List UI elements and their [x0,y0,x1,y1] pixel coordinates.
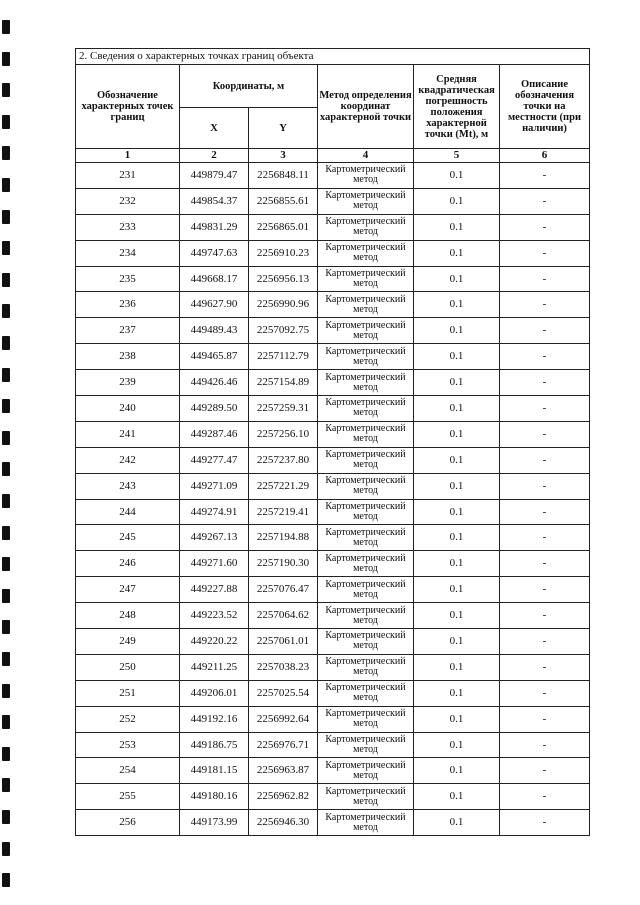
binder-hole [2,589,10,603]
x-coordinate-cell: 449426.46 [180,370,249,396]
error-cell: 0.1 [414,396,500,422]
description-cell: - [500,396,590,422]
header-error: Средняя квадратическая погрешность положения характерной точки (Mt), м [414,65,500,149]
method-cell [318,499,414,525]
binder-hole [2,462,10,476]
method-line-1: Картометрический [325,552,406,564]
method-line-1: Картометрический [325,656,406,668]
method-line-1: Картометрический [325,242,406,254]
error-cell: 0.1 [414,344,500,370]
binder-hole [2,210,10,224]
description-cell: - [500,629,590,655]
binder-hole [2,747,10,761]
method-cell [318,525,414,551]
point-id-cell: 240 [76,396,180,422]
method-line-2: метод [353,278,378,289]
error-cell: 0.1 [414,577,500,603]
method-line-1: Картометрический [325,319,406,331]
method-line-1: Картометрический [325,449,406,461]
description-cell: - [500,732,590,758]
x-coordinate-cell: 449227.88 [180,577,249,603]
binder-hole [2,273,10,287]
error-cell: 0.1 [414,784,500,810]
table-row [76,551,590,577]
y-coordinate-cell: 2257112.79 [249,344,318,370]
point-id-cell: 252 [76,706,180,732]
description-cell: - [500,240,590,266]
error-cell: 0.1 [414,525,500,551]
description-cell: - [500,163,590,189]
point-id-cell: 250 [76,654,180,680]
y-coordinate-cell: 2256956.13 [249,266,318,292]
method-line-2: метод [353,459,378,471]
header-coordinates: Координаты, м [180,65,318,108]
y-coordinate-cell: 2256990.96 [249,292,318,318]
method-line-2: метод [353,666,378,678]
point-id-cell: 232 [76,188,180,214]
point-id-cell: 255 [76,784,180,810]
method-line-1: Картометрический [325,190,406,202]
table-row [76,214,590,240]
y-coordinate-cell: 2257256.10 [249,421,318,447]
description-cell: - [500,370,590,396]
point-id-cell: 254 [76,758,180,784]
x-coordinate-cell: 449274.91 [180,499,249,525]
method-cell [318,784,414,810]
column-number: 2 [180,149,249,163]
description-cell: - [500,499,590,525]
method-line-2: метод [353,562,378,574]
method-line-1: Картометрический [325,526,406,538]
method-cell [318,551,414,577]
method-line-2: метод [353,329,378,341]
binder-hole [2,684,10,698]
table-row [76,499,590,525]
table-row [76,706,590,732]
point-id-cell: 236 [76,292,180,318]
point-id-cell: 242 [76,447,180,473]
description-cell: - [500,344,590,370]
table-row [76,396,590,422]
description-cell: - [500,266,590,292]
binder-hole [2,431,10,445]
method-line-2: метод [353,511,378,523]
table-row [76,266,590,292]
y-coordinate-cell: 2257237.80 [249,447,318,473]
binder-holes [0,0,14,905]
binder-hole [2,20,10,34]
description-cell: - [500,318,590,344]
y-coordinate-cell: 2257076.47 [249,577,318,603]
point-id-cell: 251 [76,680,180,706]
point-id-cell: 245 [76,525,180,551]
binder-hole [2,620,10,634]
header-method: Метод определения координат характерной точки [318,65,414,149]
method-line-1: Картометрический [325,604,406,616]
point-id-cell: 256 [76,810,180,836]
table-row [76,370,590,396]
point-id-cell: 244 [76,499,180,525]
method-line-2: метод [353,200,378,212]
table-row [76,810,590,836]
description-cell: - [500,421,590,447]
error-cell: 0.1 [414,214,500,240]
description-cell: - [500,525,590,551]
x-coordinate-cell: 449277.47 [180,447,249,473]
method-line-2: метод [353,252,378,264]
method-line-2: метод [353,769,378,781]
method-line-1: Картометрический [325,811,406,823]
y-coordinate-cell: 2256946.30 [249,810,318,836]
description-cell: - [500,680,590,706]
method-line-2: метод [353,795,378,807]
error-cell: 0.1 [414,421,500,447]
column-number: 5 [414,149,500,163]
method-cell [318,344,414,370]
x-coordinate-cell: 449173.99 [180,810,249,836]
binder-hole [2,241,10,255]
point-id-cell: 231 [76,163,180,189]
error-cell: 0.1 [414,240,500,266]
method-line-1: Картометрический [325,759,406,771]
binder-hole [2,368,10,382]
description-cell: - [500,473,590,499]
table-row [76,344,590,370]
header-x: X [180,108,249,149]
point-id-cell: 248 [76,603,180,629]
description-cell: - [500,654,590,680]
point-id-cell: 233 [76,214,180,240]
table-row [76,525,590,551]
method-cell [318,318,414,344]
method-line-1: Картометрический [325,578,406,590]
binder-hole [2,494,10,508]
x-coordinate-cell: 449267.13 [180,525,249,551]
binder-hole [2,52,10,66]
method-cell [318,292,414,318]
description-cell: - [500,810,590,836]
binder-hole [2,146,10,160]
error-cell: 0.1 [414,370,500,396]
description-cell: - [500,214,590,240]
method-line-2: метод [353,692,378,704]
binder-hole [2,715,10,729]
table-row [76,292,590,318]
method-line-1: Картометрический [325,423,406,435]
point-id-cell: 238 [76,344,180,370]
method-line-1: Картометрический [325,345,406,357]
method-cell [318,214,414,240]
x-coordinate-cell: 449747.63 [180,240,249,266]
method-cell [318,810,414,836]
y-coordinate-cell: 2257190.30 [249,551,318,577]
y-coordinate-cell: 2256963.87 [249,758,318,784]
table-title: 2. Сведения о характерных точках границ объекта [76,49,590,65]
y-coordinate-cell: 2256865.01 [249,214,318,240]
x-coordinate-cell: 449289.50 [180,396,249,422]
method-line-1: Картометрический [325,630,406,642]
table-row [76,421,590,447]
x-coordinate-cell: 449489.43 [180,318,249,344]
method-line-1: Картометрический [325,682,406,694]
binder-hole [2,336,10,350]
error-cell: 0.1 [414,163,500,189]
method-line-1: Картометрический [325,293,406,305]
header-designation: Обозначение характерных точек границ [76,65,180,149]
method-cell [318,732,414,758]
method-line-1: Картометрический [325,785,406,797]
table-row [76,473,590,499]
method-cell [318,266,414,292]
error-cell: 0.1 [414,499,500,525]
error-cell: 0.1 [414,629,500,655]
method-line-2: метод [353,433,378,445]
error-cell: 0.1 [414,447,500,473]
point-id-cell: 246 [76,551,180,577]
method-line-1: Картометрический [325,371,406,383]
binder-hole [2,873,10,887]
method-line-2: метод [353,588,378,600]
method-line-2: метод [353,718,378,730]
method-line-1: Картометрический [325,164,406,176]
binder-hole [2,178,10,192]
description-cell: - [500,292,590,318]
table-row [76,188,590,214]
y-coordinate-cell: 2256910.23 [249,240,318,266]
method-line-2: метод [353,485,378,497]
method-cell [318,473,414,499]
table-row [76,240,590,266]
point-id-cell: 247 [76,577,180,603]
error-cell: 0.1 [414,810,500,836]
y-coordinate-cell: 2256992.64 [249,706,318,732]
x-coordinate-cell: 449180.16 [180,784,249,810]
table-row [76,784,590,810]
table-row [76,654,590,680]
boundary-points-table [75,48,590,836]
table-row [76,758,590,784]
method-line-1: Картометрический [325,708,406,720]
table-row [76,163,590,189]
method-line-1: Картометрический [325,734,406,746]
error-cell: 0.1 [414,292,500,318]
method-line-2: метод [353,355,378,367]
x-coordinate-cell: 449271.09 [180,473,249,499]
method-cell [318,447,414,473]
error-cell: 0.1 [414,732,500,758]
binder-hole [2,778,10,792]
point-id-cell: 241 [76,421,180,447]
y-coordinate-cell: 2257259.31 [249,396,318,422]
header-y: Y [249,108,318,149]
x-coordinate-cell: 449223.52 [180,603,249,629]
x-coordinate-cell: 449465.87 [180,344,249,370]
description-cell: - [500,577,590,603]
method-cell [318,654,414,680]
method-cell [318,396,414,422]
description-cell: - [500,551,590,577]
method-line-2: метод [353,174,378,186]
table-row [76,577,590,603]
method-cell [318,240,414,266]
method-line-1: Картометрический [325,268,406,279]
point-id-cell: 237 [76,318,180,344]
x-coordinate-cell: 449831.29 [180,214,249,240]
y-coordinate-cell: 2257038.23 [249,654,318,680]
header-description: Описание обозначения точки на местности (при наличии) [500,65,590,149]
y-coordinate-cell: 2257064.62 [249,603,318,629]
error-cell: 0.1 [414,706,500,732]
table-row [76,629,590,655]
x-coordinate-cell: 449627.90 [180,292,249,318]
y-coordinate-cell: 2257025.54 [249,680,318,706]
table-row [76,318,590,344]
method-cell [318,421,414,447]
method-line-2: метод [353,303,378,315]
method-line-1: Картометрический [325,501,406,513]
x-coordinate-cell: 449287.46 [180,421,249,447]
method-line-2: метод [353,640,378,652]
method-line-2: метод [353,381,378,393]
y-coordinate-cell: 2257154.89 [249,370,318,396]
x-coordinate-cell: 449211.25 [180,654,249,680]
table-row [76,732,590,758]
error-cell: 0.1 [414,551,500,577]
x-coordinate-cell: 449220.22 [180,629,249,655]
error-cell: 0.1 [414,266,500,292]
method-line-1: Картометрический [325,475,406,487]
error-cell: 0.1 [414,680,500,706]
x-coordinate-cell: 449206.01 [180,680,249,706]
binder-hole [2,115,10,129]
method-cell [318,163,414,189]
description-cell: - [500,603,590,629]
method-line-2: метод [353,744,378,756]
table-row [76,680,590,706]
error-cell: 0.1 [414,318,500,344]
method-line-1: Картометрический [325,216,406,228]
x-coordinate-cell: 449271.60 [180,551,249,577]
error-cell: 0.1 [414,654,500,680]
description-cell: - [500,188,590,214]
point-id-cell: 234 [76,240,180,266]
column-number: 1 [76,149,180,163]
description-cell: - [500,706,590,732]
method-line-1: Картометрический [325,397,406,409]
point-id-cell: 243 [76,473,180,499]
point-id-cell: 235 [76,266,180,292]
binder-hole [2,399,10,413]
point-id-cell: 249 [76,629,180,655]
method-line-2: метод [353,821,378,833]
y-coordinate-cell: 2256976.71 [249,732,318,758]
method-cell [318,603,414,629]
binder-hole [2,304,10,318]
column-number: 4 [318,149,414,163]
method-cell [318,758,414,784]
column-number: 3 [249,149,318,163]
method-cell [318,680,414,706]
x-coordinate-cell: 449192.16 [180,706,249,732]
binder-hole [2,526,10,540]
method-line-2: метод [353,536,378,548]
binder-hole [2,652,10,666]
method-cell [318,577,414,603]
x-coordinate-cell: 449879.47 [180,163,249,189]
method-line-2: метод [353,407,378,419]
y-coordinate-cell: 2257061.01 [249,629,318,655]
method-cell [318,188,414,214]
binder-hole [2,557,10,571]
binder-hole [2,83,10,97]
binder-hole [2,842,10,856]
x-coordinate-cell: 449668.17 [180,266,249,292]
point-id-cell: 239 [76,370,180,396]
y-coordinate-cell: 2256855.61 [249,188,318,214]
y-coordinate-cell: 2257221.29 [249,473,318,499]
x-coordinate-cell: 449181.15 [180,758,249,784]
method-cell [318,706,414,732]
column-number: 6 [500,149,590,163]
description-cell: - [500,758,590,784]
table-row [76,603,590,629]
error-cell: 0.1 [414,603,500,629]
y-coordinate-cell: 2256962.82 [249,784,318,810]
error-cell: 0.1 [414,188,500,214]
point-id-cell: 253 [76,732,180,758]
method-line-2: метод [353,226,378,238]
y-coordinate-cell: 2257092.75 [249,318,318,344]
method-cell [318,370,414,396]
method-line-2: метод [353,614,378,626]
y-coordinate-cell: 2256848.11 [249,163,318,189]
error-cell: 0.1 [414,758,500,784]
table-row [76,447,590,473]
description-cell: - [500,447,590,473]
y-coordinate-cell: 2257219.41 [249,499,318,525]
method-cell [318,629,414,655]
binder-hole [2,810,10,824]
description-cell: - [500,784,590,810]
x-coordinate-cell: 449854.37 [180,188,249,214]
document-sheet [75,48,589,836]
error-cell: 0.1 [414,473,500,499]
x-coordinate-cell: 449186.75 [180,732,249,758]
y-coordinate-cell: 2257194.88 [249,525,318,551]
